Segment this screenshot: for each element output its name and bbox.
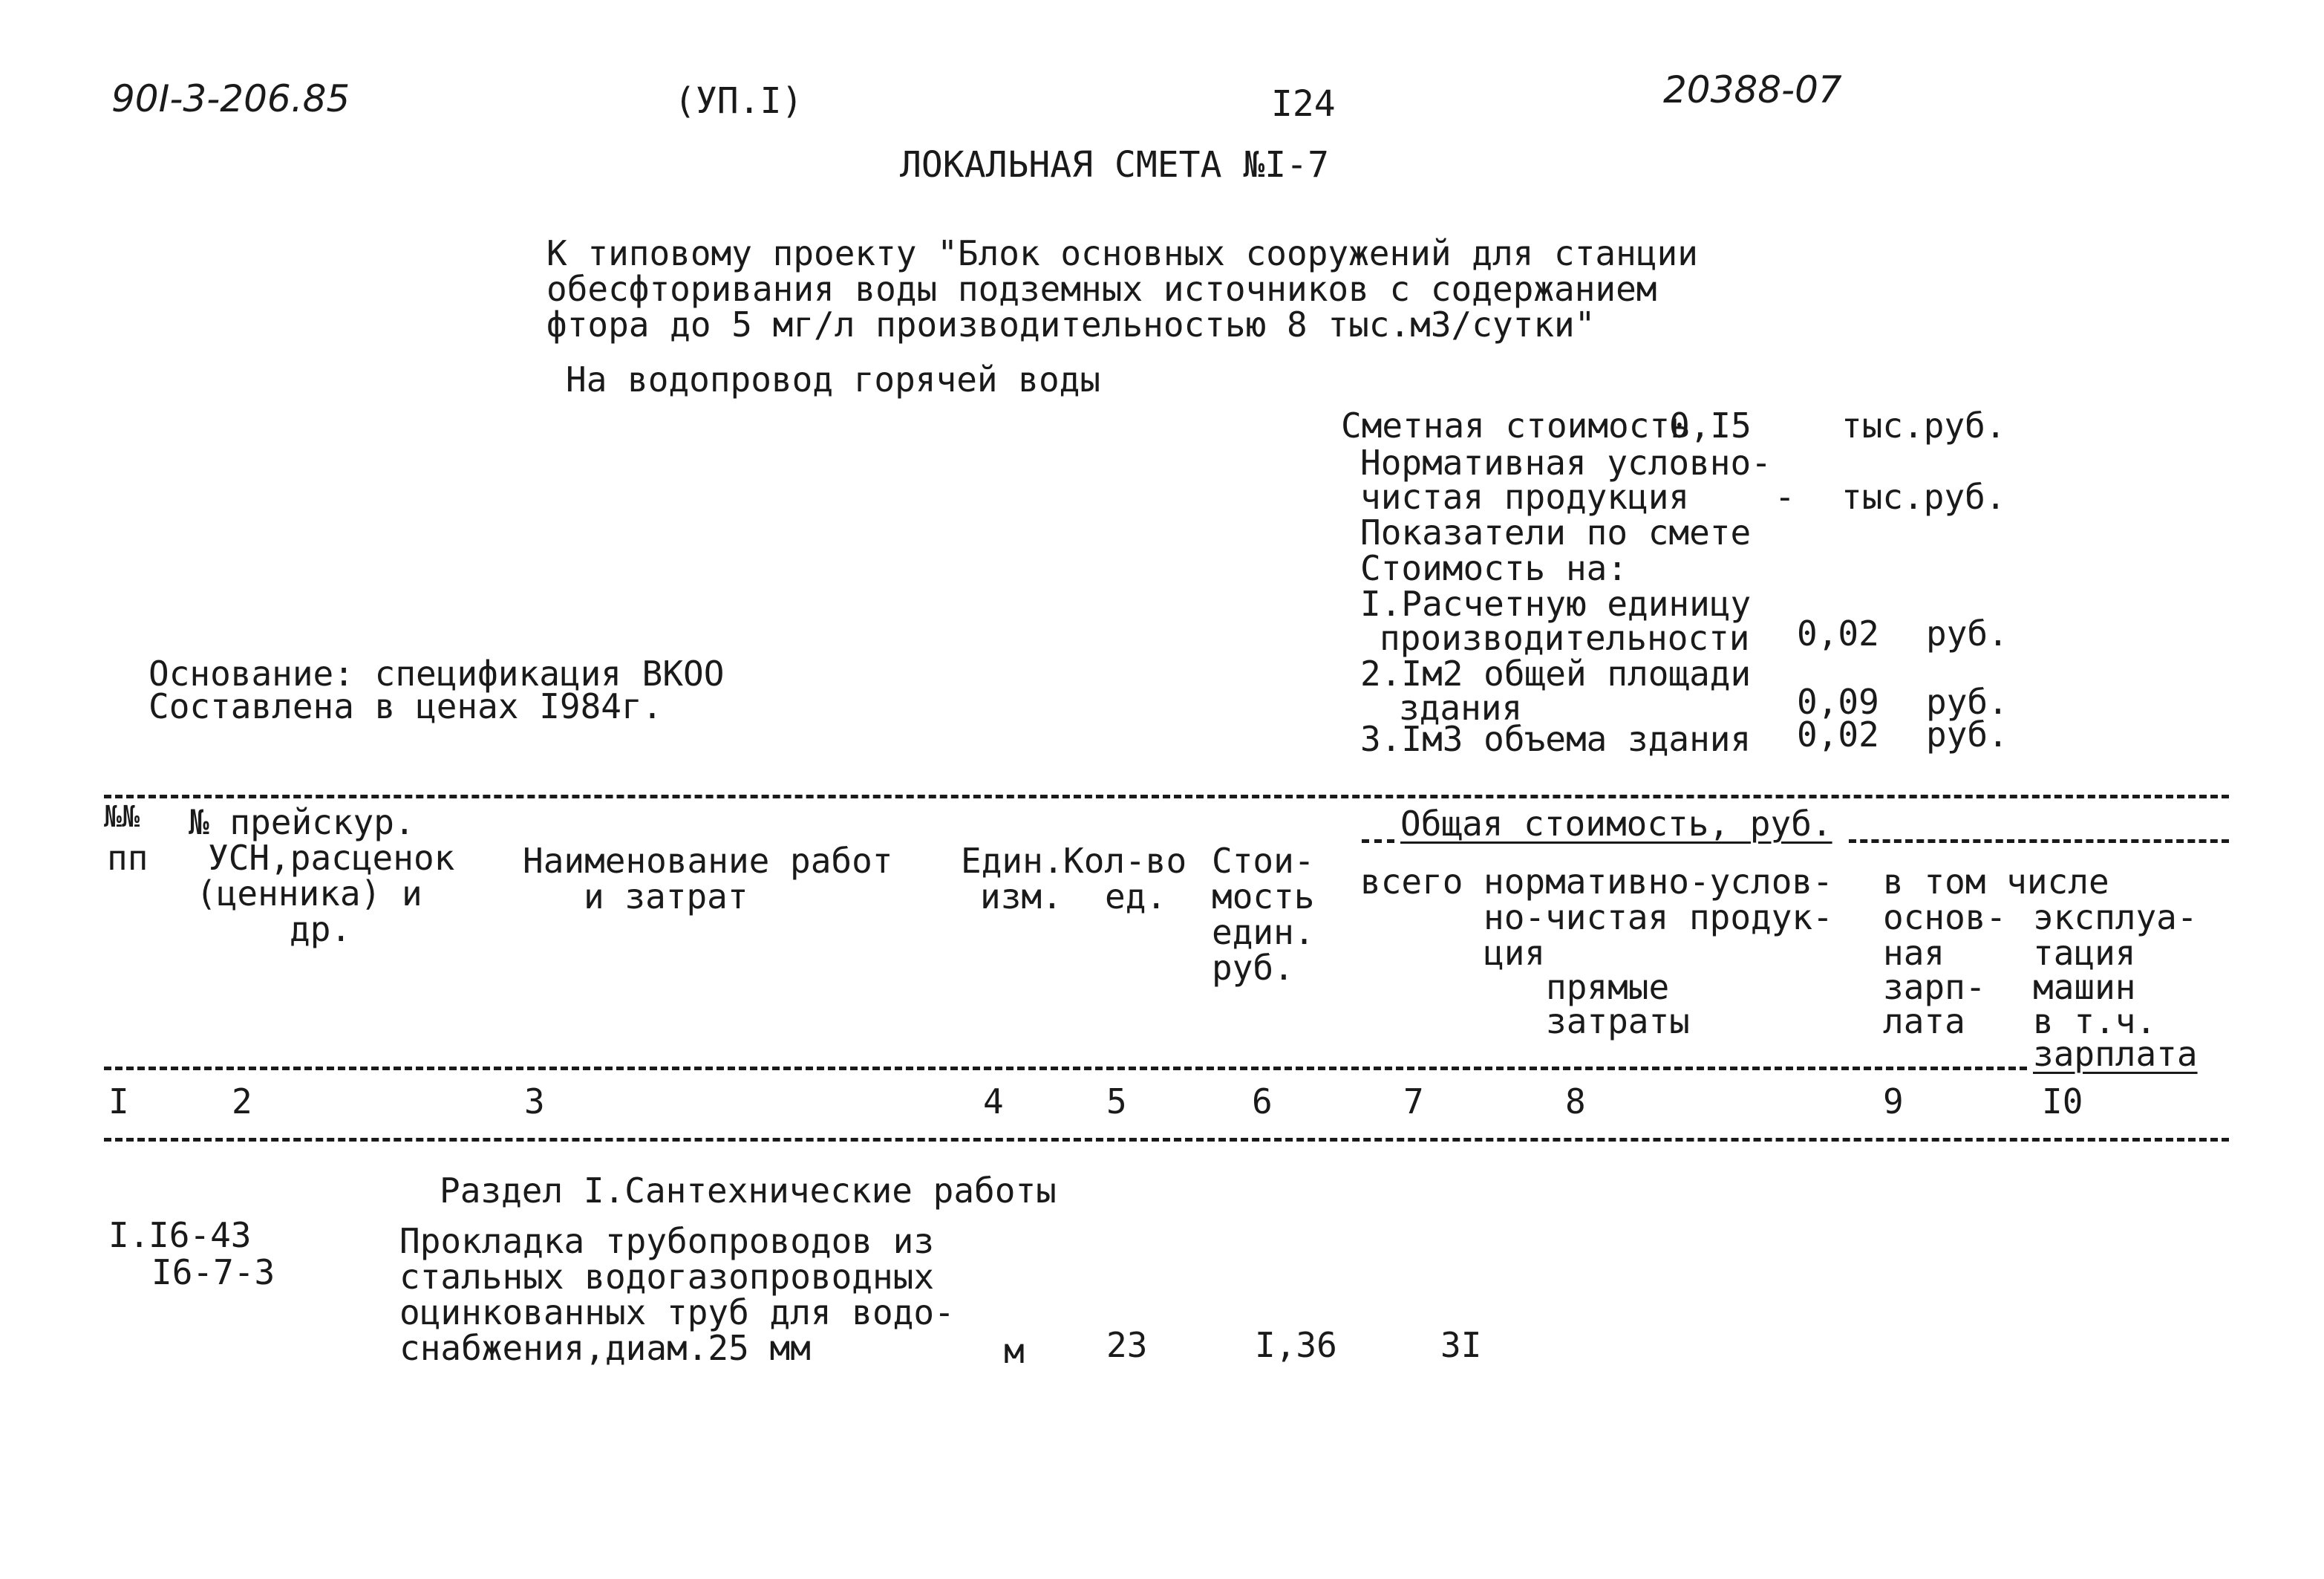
normative-label-2: чистая продукция: [1360, 477, 1690, 517]
row-code-1: I6-43: [148, 1215, 252, 1255]
header-col8-b: но-чистая продук-: [1483, 897, 1833, 937]
header-col6-c: един.: [1212, 912, 1315, 952]
header-col8-c: ция: [1483, 933, 1546, 973]
cost-for-label: Стоимость на:: [1360, 548, 1628, 588]
row-total: 3I: [1440, 1325, 1482, 1365]
header-col9-c: зарп-: [1883, 967, 1986, 1007]
row-quantity: 23: [1106, 1325, 1148, 1365]
header-col2-d: др.: [290, 909, 352, 949]
header-col8-d: прямые: [1546, 967, 1670, 1007]
album-number: (УП.I): [674, 80, 803, 122]
header-col3-a: Наименование работ: [523, 841, 893, 881]
column-number-7: 7: [1403, 1081, 1424, 1121]
header-col5-b: ед.: [1105, 876, 1167, 917]
indicator-1-unit: руб.: [1926, 613, 2008, 654]
column-number-1: I: [108, 1081, 129, 1121]
row-description-3: оцинкованных труб для водо-: [399, 1292, 955, 1332]
header-col9-d: лата: [1883, 1001, 1965, 1041]
indicator-3-line-1: 3.Iм3 объема здания: [1360, 719, 1752, 759]
inventory-number: 20388-07: [1663, 68, 1842, 111]
row-code-2: I6-7-3: [151, 1252, 275, 1292]
header-col10-c: машин: [2033, 967, 2136, 1007]
header-col10-d: в т.ч.: [2033, 1001, 2157, 1041]
column-number-6: 6: [1252, 1081, 1273, 1121]
indicators-label: Показатели по смете: [1360, 512, 1752, 553]
normative-unit: тыс.руб.: [1841, 477, 2006, 517]
header-col6-a: Стои-: [1212, 841, 1315, 881]
basis-line-2: Составлена в ценах I984г.: [148, 686, 663, 726]
indicator-2-line-2: здания: [1399, 688, 1523, 728]
column-numbers-bottom-rule: [104, 1138, 2229, 1142]
row-description-2: стальных водогазопроводных: [399, 1257, 935, 1297]
column-number-10: I0: [2042, 1081, 2083, 1121]
document-title: ЛОКАЛЬНАЯ СМЕТА №I-7: [900, 144, 1329, 186]
indicator-1-line-1: I.Расчетную единицу: [1360, 584, 1752, 624]
header-col2-a: № прейскур.: [189, 802, 415, 842]
header-col6-b: мость: [1212, 876, 1315, 917]
header-col1-b: пп: [107, 838, 148, 878]
header-col5-a: Кол-во: [1063, 841, 1187, 881]
table-top-rule: [104, 795, 2229, 798]
header-col9-b: ная: [1883, 933, 1945, 973]
column-number-2: 2: [232, 1081, 252, 1121]
header-col2-b: УСН,расценок: [208, 838, 455, 878]
column-number-8: 8: [1565, 1081, 1586, 1121]
header-col4-a: Един.: [961, 841, 1064, 881]
row-description-4: снабжения,диам.25 мм: [399, 1328, 811, 1368]
indicator-2-value: 0,09: [1797, 682, 1879, 722]
estimated-cost-value: 0,I5: [1669, 406, 1752, 446]
total-cost-rule-right: [1849, 839, 2229, 843]
row-unit-cost: I,36: [1255, 1325, 1337, 1365]
section-title: Раздел I.Сантехнические работы: [440, 1171, 1057, 1211]
header-col7: всего: [1360, 862, 1463, 902]
total-cost-rule-left: [1362, 839, 1394, 843]
column-number-3: 3: [524, 1081, 545, 1121]
page-number: I24: [1271, 83, 1336, 125]
row-unit: м: [1004, 1331, 1025, 1371]
column-number-5: 5: [1106, 1081, 1127, 1121]
header-col9-a: основ-: [1883, 897, 2007, 937]
estimated-cost-label: Сметная стоимость: [1341, 406, 1691, 446]
column-number-9: 9: [1883, 1081, 1904, 1121]
basis-line-1: Основание: спецификация ВКОО: [148, 654, 725, 694]
indicator-1-line-2: производительности: [1380, 618, 1750, 658]
estimated-cost-unit: тыс.руб.: [1841, 406, 2006, 446]
header-col2-c: (ценника) и: [196, 873, 422, 914]
project-code: 90I-3-206.85: [111, 77, 350, 120]
header-col10-e: зарплата: [2033, 1034, 2198, 1074]
indicator-3-unit: руб.: [1926, 714, 2008, 755]
indicator-1-value: 0,02: [1797, 613, 1879, 654]
header-col6-d: руб.: [1212, 948, 1294, 988]
normative-value: -: [1775, 477, 1795, 517]
header-col4-b: изм.: [980, 876, 1063, 917]
header-col10-a: эксплуа-: [2033, 897, 2198, 937]
header-total-cost: Общая стоимость, руб.: [1400, 804, 1832, 844]
header-col8-a: нормативно-услов-: [1483, 862, 1833, 902]
subject-line-2: обесфторивания воды подземных источников с содержанием: [546, 269, 1657, 309]
header-in-that-number: в том числе: [1883, 862, 2109, 902]
header-col1-a: №№: [104, 800, 140, 834]
indicator-2-line-1: 2.Iм2 общей площади: [1360, 654, 1752, 694]
header-col10-b: тация: [2033, 933, 2136, 973]
row-number: I.: [108, 1215, 150, 1255]
subject-line-4: На водопровод горячей воды: [566, 359, 1101, 400]
header-bottom-rule: [104, 1067, 2027, 1070]
column-number-4: 4: [983, 1081, 1004, 1121]
normative-label-1: Нормативная условно-: [1360, 443, 1772, 483]
indicator-3-value: 0,02: [1797, 714, 1879, 755]
subject-line-3: фтора до 5 мг/л производительностью 8 тыс.м3/сутки": [546, 305, 1596, 345]
row-description-1: Прокладка трубопроводов из: [399, 1221, 935, 1261]
indicator-2-unit: руб.: [1926, 682, 2008, 722]
subject-line-1: К типовому проекту "Блок основных сооружений для станции: [546, 233, 1698, 273]
header-col3-b: и затрат: [584, 876, 748, 917]
header-col8-e: затраты: [1546, 1001, 1690, 1041]
